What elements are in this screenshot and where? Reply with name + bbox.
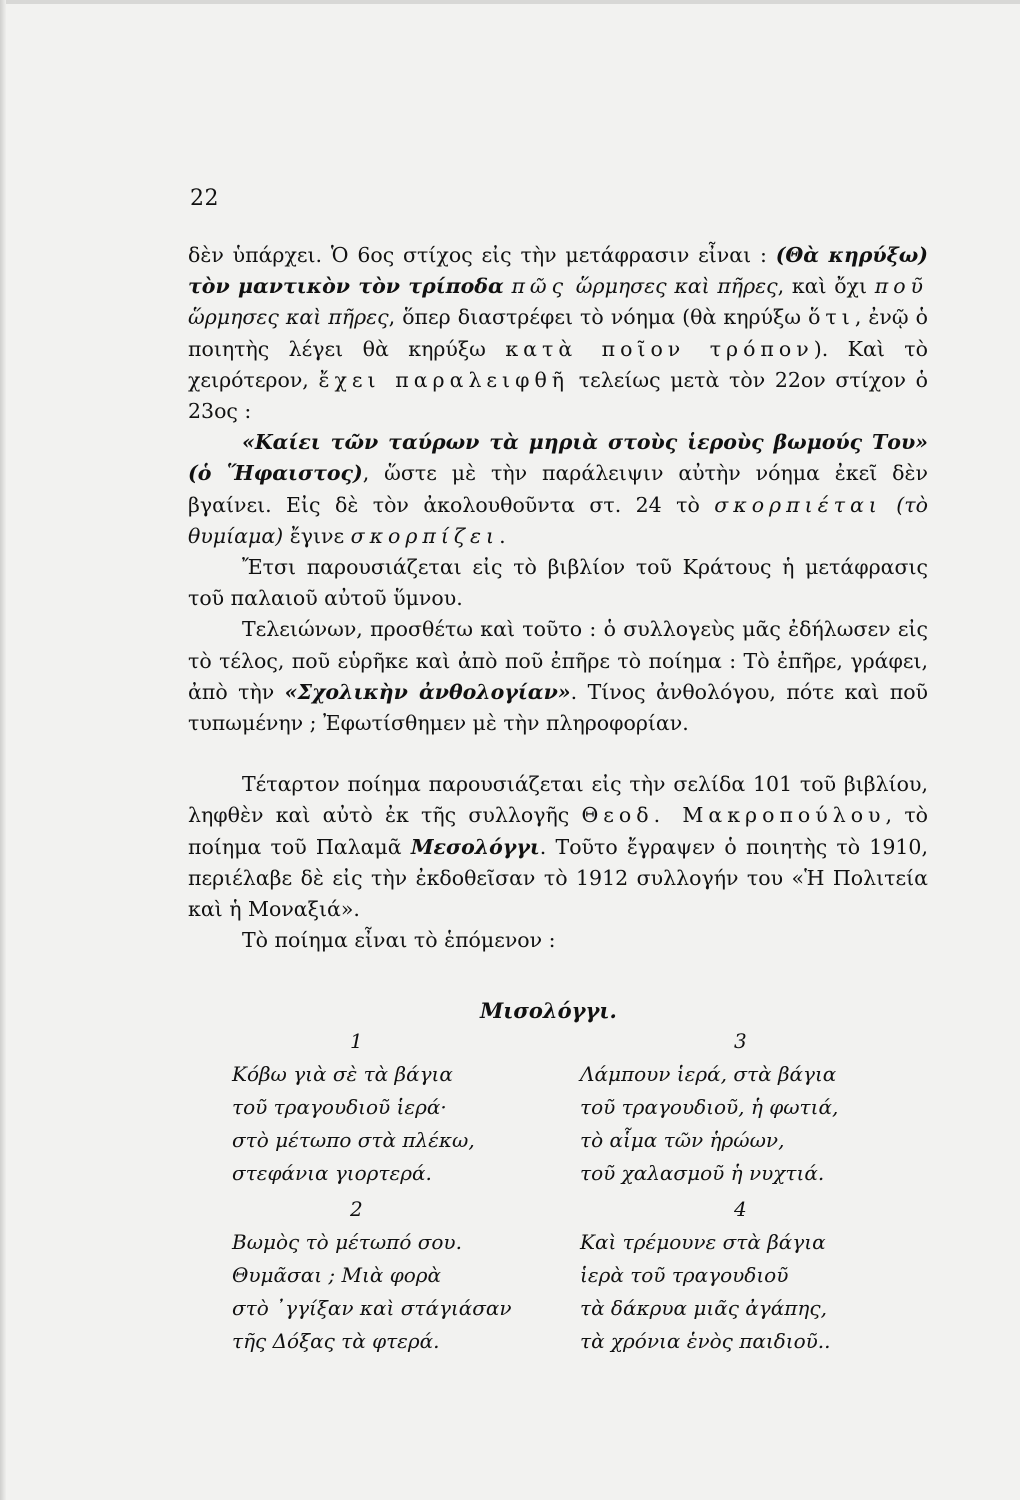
paragraph-2: «Καίει τῶν ταύρων τὰ μηριὰ στοὺς ἱεροὺς βωμούς Του» (ὁ Ἥφαιστος), ὥστε μὲ τὴν παράλειψιν αὐτὴν νόημα ἐκεῖ δὲν βγαίνει. Εἰς δὲ τὸν ἀκολουθοῦντα στ. 24 τὸ σκορπιέται (τὸ θυμίαμα) ἔγινε σκορπίζει. — [188, 430, 928, 548]
stanza-2 — [232, 1194, 552, 1358]
verse-line: τὰ δάκρυα μιᾶς ἀγάπης, — [580, 1296, 827, 1320]
verse-line: Βωμὸς τὸ μέτωπό σου. — [232, 1230, 462, 1254]
stanza-number: 1 — [350, 1029, 363, 1053]
paragraph-3: Ἔτσι παρουσιάζεται εἰς τὸ βιβλίον τοῦ Κράτους ἡ μετάφρασις τοῦ παλαιοῦ αὐτοῦ ὕμνου. — [188, 555, 928, 611]
verse-line: Λάμπουν ἱερά, στὰ βάγια — [580, 1062, 837, 1086]
poem-title: Μισολόγγι. — [480, 998, 617, 1023]
verse-line: Καὶ τρέμουνε στὰ βάγια — [580, 1230, 826, 1254]
verse-line: στὸ ᾽γγίξαν καὶ στάγιάσαν — [232, 1296, 512, 1320]
verse-line: τῆς Δόξας τὰ φτερά. — [232, 1329, 440, 1353]
stanza-number: 3 — [734, 1029, 747, 1053]
verse-line: τὰ χρόνια ἑνὸς παιδιοῦ.. — [580, 1329, 831, 1353]
verse-line: Θυμᾶσαι ; Μιὰ φορὰ — [232, 1263, 442, 1287]
verse-line: ἱερὰ τοῦ τραγουδιοῦ — [580, 1263, 789, 1287]
verse-line: στὸ μέτωπο στὰ πλέκω, — [232, 1128, 475, 1152]
verse-line: τοῦ τραγουδιοῦ, ἡ φωτιά, — [580, 1095, 839, 1119]
paragraph-5: Τέταρτον ποίημα παρουσιάζεται εἰς τὴν σελίδα 101 τοῦ βιβλίου, ληφθὲν καὶ αὐτὸ ἐκ τῆς συλλογῆς Θεοδ. Μακροπούλου, τὸ ποίημα τοῦ Παλαμᾶ Μεσολόγγι. Τοῦτο ἔγραψεν ὁ ποιητὴς τὸ 1910, περιέλαβε δὲ εἰς τὴν ἐκδοθεῖσαν τὸ 1912 συλλογήν του «Ἡ Πολιτεία καὶ ἡ Μοναξιά». — [188, 772, 929, 922]
page-left-edge — [0, 0, 6, 1500]
verse-line: τοῦ χαλασμοῦ ἡ νυχτιά. — [580, 1161, 825, 1185]
paragraph-6: Τὸ ποίημα εἶναι τὸ ἑπόμενον : — [242, 928, 556, 953]
stanza-3 — [580, 1026, 900, 1190]
stanza-4 — [580, 1194, 900, 1358]
stanza-1 — [232, 1026, 552, 1190]
stanza-number: 2 — [350, 1197, 363, 1221]
verse-line: τοῦ τραγουδιοῦ ἱερά· — [232, 1095, 447, 1119]
verse-line: στεφάνια γιορτερά. — [232, 1161, 432, 1185]
verse-line: τὸ αἷμα τῶν ἡρώων, — [580, 1128, 785, 1152]
page-number: 22 — [190, 186, 219, 211]
paragraph-1: δὲν ὑπάρχει. Ὁ 6ος στίχος εἰς τὴν μετάφρασιν εἶναι : (Θὰ κηρύξω) τὸν μαντικὸν τὸν τρίποδα πῶς ὥρμησες καὶ πῆρες, καὶ ὄχι ποῦ ὥρμησες καὶ πῆρες, ὅπερ διαστρέφει τὸ νόημα (θὰ κηρύξω ὅτι, ἐνῷ ὁ ποιητὴς λέγει θὰ κηρύξω κατὰ ποῖον τρόπον). Καὶ τὸ χειρότερον, ἔχει παραλειφθῆ τελείως μετὰ τὸν 22ον στίχον ὁ 23ος : — [188, 243, 928, 424]
body-text — [188, 240, 928, 956]
stanza-number: 4 — [734, 1197, 747, 1221]
page-top-edge — [0, 0, 1020, 4]
paragraph-4: Τελειώνων, προσθέτω καὶ τοῦτο : ὁ συλλογεὺς μᾶς ἐδήλωσεν εἰς τὸ τέλος, ποῦ εὑρῆκε καὶ ἀπὸ ποῦ ἐπῆρε τὸ ποίημα : Τὸ ἐπῆρε, γράφει, ἀπὸ τὴν «Σχολικὴν ἀνθολογίαν». Τίνος ἀνθολόγου, πότε καὶ ποῦ τυπωμένην ; Ἐφωτίσθημεν μὲ τὴν πληροφορίαν. — [188, 617, 929, 736]
verse-line: Κόβω γιὰ σὲ τὰ βάγια — [232, 1062, 453, 1086]
